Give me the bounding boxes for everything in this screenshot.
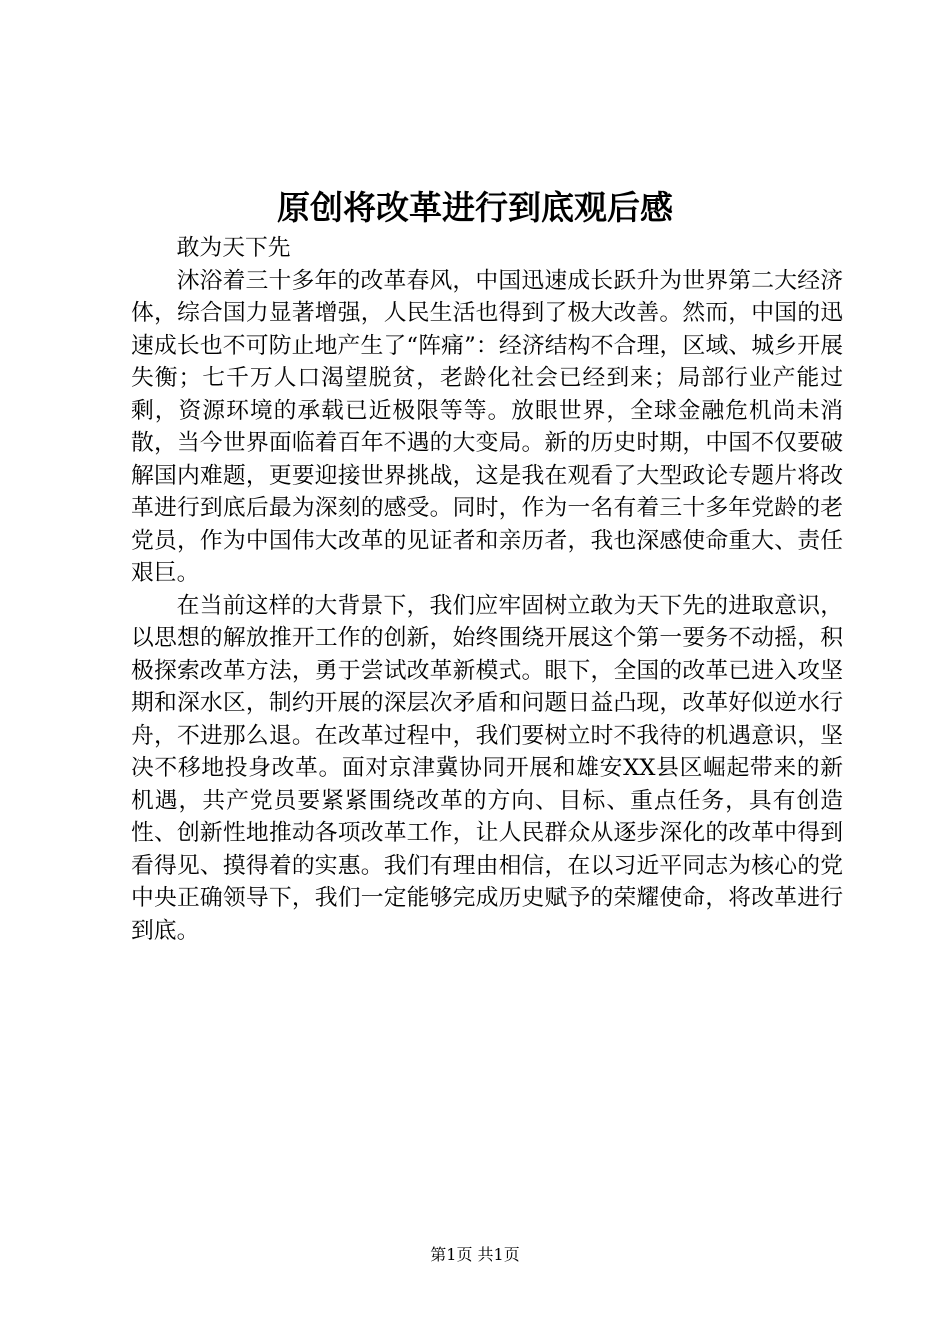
document-subtitle: 敢为天下先: [176, 235, 291, 261]
document-title: 原创将改革进行到底观后感: [277, 188, 673, 227]
paragraph-1: 沐浴着三十多年的改革春风，中国迅速成长跃升为世界第二大经济体，综合国力显著增强，人民生活也得到了极大改善。然而，中国的迅速成长也不可防止地产生了“阵痛”：经济结构不合理，区域、城乡开展失衡；七千万人口渴望脱贫，老龄化社会已经到来；局部行业产能过剩，资源环境的承载已近极限等等。放眼世界，全球金融危机尚未消散，当今世界面临着百年不遇的大变局。新的历史时期，中国不仅要破解国内难题，更要迎接世界挑战，这是我在观看了大型政论专题片将改革进行到底后最为深刻的感受。同时，作为一名有着三十多年党龄的老党员，作为中国伟大改革的见证者和亲历者，我也深感使命重大、责任艰巨。: [131, 267, 843, 586]
document-body: [131, 232, 843, 947]
page-footer: 第1页 共1页: [430, 1245, 520, 1264]
paragraph-2: 在当前这样的大背景下，我们应牢固树立敢为天下先的进取意识，以思想的解放推开工作的创新，始终围绕开展这个第一要务不动摇，积极探索改革方法，勇于尝试改革新模式。眼下，全国的改革已进入攻坚期和深水区，制约开展的深层次矛盾和问题日益凸现，改革好似逆水行舟，不进那么退。在改革过程中，我们要树立时不我待的机遇意识，坚决不移地投身改革。面对京津冀协同开展和雄安XX县区崛起带来的新机遇，共产党员要紧紧围绕改革的方向、目标、重点任务，具有创造性、创新性地推动各项改革工作，让人民群众从逐步深化的改革中得到看得见、摸得着的实惠。我们有理由相信，在以习近平同志为核心的党中央正确领导下，我们一定能够完成历史赋予的荣耀使命，将改革进行到底。: [131, 592, 843, 944]
